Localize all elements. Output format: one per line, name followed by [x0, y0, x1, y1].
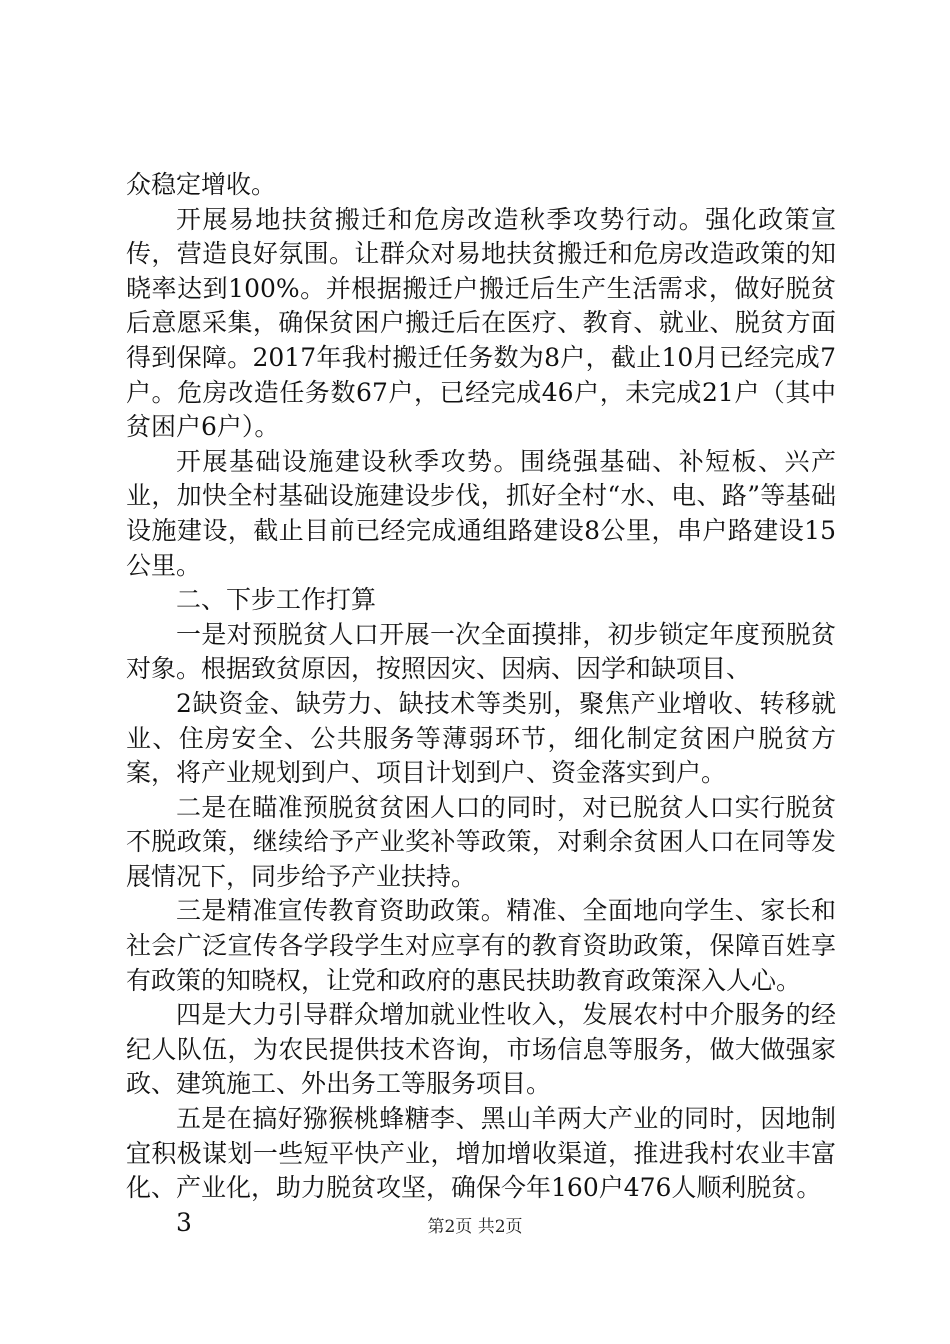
paragraph-plan-1: 一是对预脱贫人口开展一次全面摸排，初步锁定年度预脱贫对象。根据致贫原因，按照因灾、因病、因学和缺项目、 — [126, 619, 836, 684]
paragraph-plan-1-continued: 2缺资金、缺劳力、缺技术等类别，聚焦产业增收、转移就业、住房安全、公共服务等薄弱环节，细化制定贫困户脱贫方案，将产业规划到户、项目计划到户、资金落实到户。 — [126, 688, 836, 788]
section-heading: 二、下步工作打算 — [176, 585, 377, 615]
paragraph-plan-5: 五是在搞好猕猴桃蜂糖李、黑山羊两大产业的同时，因地制宜积极谋划一些短平快产业，增加增收渠道，推进我村农业丰富化、产业化，助力脱贫攻坚，确保今年160户476人顺利脱贫。 — [126, 1104, 836, 1203]
paragraph-plan-3: 三是精准宣传教育资助政策。精准、全面地向学生、家长和社会广泛宣传各学段学生对应享有的教育资助政策，保障百姓享有政策的知晓权，让党和政府的惠民扶助教育政策深入人心。 — [126, 896, 836, 995]
stray-page-number: 3 — [176, 1207, 192, 1237]
paragraph-plan-2: 二是在瞄准预脱贫贫困人口的同时，对已脱贫人口实行脱贫不脱政策，继续给予产业奖补等政策，对剩余贫困人口在同等发展情况下，同步给予产业扶持。 — [126, 792, 836, 891]
paragraph-continuation: 众稳定增收。 — [126, 170, 277, 199]
paragraph-plan-4: 四是大力引导群众增加就业性收入，发展农村中介服务的经纪人队伍，为农民提供技术咨询，市场信息等服务，做大做强家政、建筑施工、外出务工等服务项目。 — [126, 1000, 836, 1099]
paragraph-infrastructure: 开展基础设施建设秋季攻势。围绕强基础、补短板、兴产业，加快全村基础设施建设步伐，抓好全村“水、电、路”等基础设施建设，截止目前已经完成通组路建设8公里，串户路建设15公里。 — [126, 446, 836, 580]
document-body — [126, 168, 836, 1240]
page-footer: 第2页 共2页 — [427, 1217, 523, 1237]
paragraph-relocation: 开展易地扶贫搬迁和危房改造秋季攻势行动。强化政策宣传，营造良好氛围。让群众对易地扶贫搬迁和危房改造政策的知晓率达到100%。并根据搬迁户搬迁后生产生活需求，做好脱贫后意愿采集，确保贫困户搬迁后在医疗、教育、就业、脱贫方面得到保障。2017年我村搬迁任务数为8户，截止10月已经完成7户。危房改造任务数67户，已经完成46户，未完成21户（其中贫困户6户）。 — [126, 204, 836, 442]
